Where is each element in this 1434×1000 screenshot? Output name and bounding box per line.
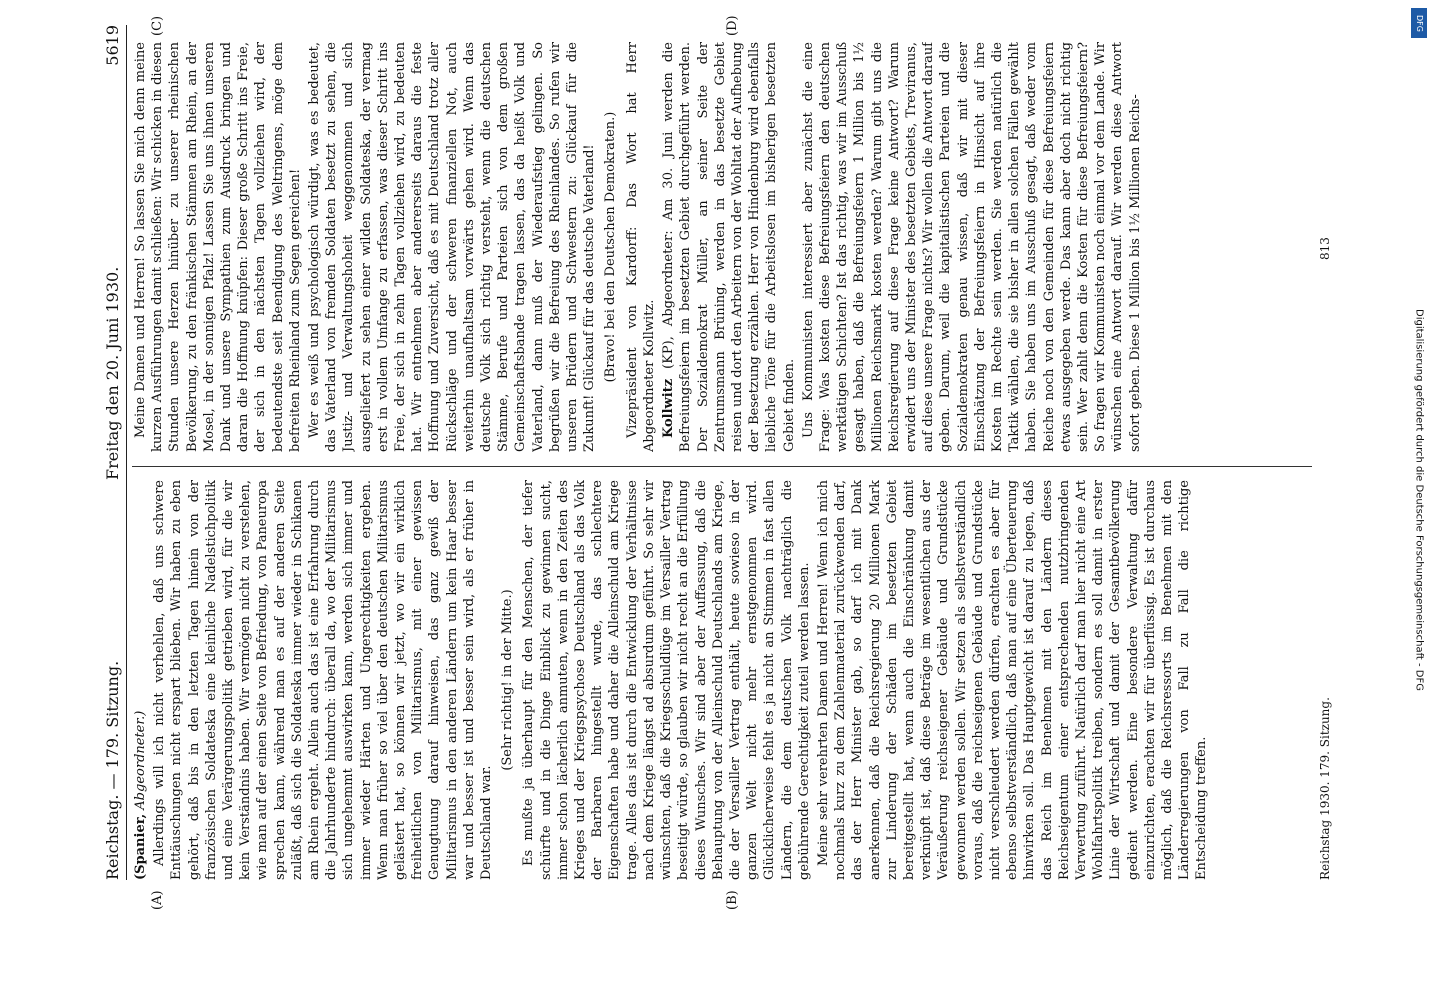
- speaker-name: Kollwitz: [661, 378, 677, 438]
- left-column: [132, 480, 1312, 880]
- paragraph: Meine Damen und Herren! So lassen Sie mich denn meine kurzen Ausführungen damit schließen: Wir schicken in diesen Stunden unsere Herzen hinüber zu unserer rheinischen Bevölkerung, zu den fränkischen Stämmen am Rhein, an der Mosel, in der sonnigen Pfalz! Lassen Sie uns ihnen unseren Dank und unsere Sympathien zum Ausdruck bringen und daran die Hoffnung knüpfen: Dieser große Schritt ins Freie, der sich in den nächsten Tagen vollziehen wird, der bedeutendste seit Beendigung des Weltringens, möge dem befreiten Rheinland zum Segen gereichen!: [133, 42, 303, 452]
- speaker-name: (Spanier,: [133, 813, 148, 880]
- margin-marker-c: (C): [150, 15, 165, 36]
- header-page-number: 5619: [103, 25, 122, 66]
- interjection: (Sehr richtig! in der Mitte.): [500, 589, 516, 771]
- margin-marker-b: (B): [725, 890, 740, 910]
- paragraph: Uns Kommunisten interessiert aber zunächst die eine Frage: Was kosten diese Befreiungsfeiern den deutschen werktätigen Schichten? Ist das richtig, was wir im Ausschuß gesagt haben, daß die Befreiungsfeiern 1 Million bis 1½ Millionen Reichsmark kosten werden? Warum gibt uns die Reichsregierung auf diese Frage keine Antwort? Warum erwidert uns der Minister des besetzten Gebiets, Treviranus, auf diese unsere Frage nichts? Wir wollen die Antwort darauf geben. Darum, weil die kapitalistischen Parteien und die Sozialdemokraten genau wissen, daß wir mit dieser Einschätzung der Befreiungsfeiern in Hinsicht auf ihre Kosten im Rechte sein werden. Sie werden natürlich die Taktik wählen, die sie bisher in allen solchen Fällen gewählt haben. Sie haben uns im Ausschuß gesagt, daß weder vom Reiche noch von den Gemeinden für diese Befreiungsfeiern etwas ausgegeben werde. Das kann aber doch nicht richtig sein. Wer zahlt denn die Kosten für diese Befreiungsfeiern? So fragen wir Kommunisten noch einmal vor dem Lande. Wir wünschen eine Antwort darauf. Wir werden diese Antwort sofort geben. Diese 1 Million bis 1½ Millionen Reichs-: [800, 42, 1143, 452]
- margin-marker-a: (A): [150, 890, 165, 910]
- page-header: [96, 25, 127, 880]
- paragraph: Allerdings will ich nicht verhehlen, daß uns schwere Enttäuschungen nicht erspart blieben. Wir haben zu eben gehört, daß bis in den letzten Tagen hinein von der französischen Soldateska eine kleinliche Nadelstichpolitik und eine Verärgerungspolitik getrieben wird, für die wir kein Verständnis haben. Wir vermögen nicht zu verstehen, wie man auf der einen Seite von Befriedung, von Paneuropa sprechen kann, während man es auf der anderen Seite zuläßt, daß sich die Soldateska immer wieder in Schikanen am Rhein ergeht. Allein auch das ist eine Erfahrung durch die Jahrhunderte hindurch: überall da, wo der Militarismus sich ungehemmt auswirken kann, werden sich immer und immer wieder Härten und Ungerechtigkeiten ergeben. Wenn man früher so viel über den deutschen Militarismus gelästert hat, so können wir jetzt, wo wir ein wirklich freiheitlichen von Militarismus, mit einer gewissen Genugtuung darauf hinweisen, das ganz gewiß der Militarismus in den anderen Ländern um kein Haar besser war und besser ist und besser sein wird, als er früher in Deutschland war.: [152, 480, 495, 880]
- speaker-text: (KP), Abgeordneter: Am 30. Juni werden die Befreiungsfeiern im besetzten Gebiet durchgeführt werden. Der Sozialdemokrat Müller, an seiner Seite der Zentrumsmann Brüning, werden in das besetzte Gebiet reisen und dort den Arbeitern von der Wohltat der Aufhebung der Besetzung erzählen. Herr von Hindenburg wird ebenfalls liebliche Töne für die Arbeitslosen im bisherigen besetzten Gebiet finden.: [661, 42, 797, 452]
- dfg-logo: DFG: [1411, 8, 1427, 38]
- right-column: [132, 42, 1312, 452]
- header-left-title: Reichstag. — 179. Sitzung.: [103, 660, 122, 880]
- margin-marker-d: (D): [725, 15, 740, 36]
- paragraph: Wer es weiß und psychologisch würdigt, was es bedeutet, das Vaterland von fremden Soldaten besetzt zu sehen, die Justiz- und Verwaltungshoheit weggenommen und sich ausgeliefert zu sehen einer wilden Soldateska, der vermag erst in vollem Umfange zu erfassen, was dieser Schritt ins Freie, der sich in zehn Tagen vollziehen wird, zu bedeuten hat. Wir entnehmen aber andererseits daraus die feste Hoffnung und Zuversicht, daß es mit Deutschland trotz aller Rückschläge und der schweren finanziellen Not, auch weiterhin unaufhaltsam vorwärts gehen wird. Wenn das deutsche Volk sich richtig versteht, wenn die deutschen Stämme, Berufe und Parteien sich von dem großen Gemeinschaftsbande tragen lassen, das da heißt Volk und Vaterland, dann muß der Wiederaufstieg gelingen. So begrüßen wir die Befreiung des Rheinlandes. So rufen wir unseren Brüdern und Schwestern zu: Glückauf für die Zukunft! Glückauf für das deutsche Vaterland!: [307, 42, 598, 452]
- interjection: (Bravo! bei den Deutschen Demokraten.): [603, 111, 619, 383]
- paragraph: Vizepräsident von Kardorff: Das Wort hat Herr Abgeordneter Kollwitz.: [624, 42, 657, 452]
- paragraph: Meine sehr verehrten Damen und Herren! Wenn ich mich nochmals kurz zu dem Zahlenmaterial zurückwenden darf, das der Herr Minister gab, so darf ich mit Dank anerkennen, daß die Reichsregierung 20 Millionen Mark zur Linderung der Schäden im besetzten Gebiet bereitgestellt hat, wenn auch die Einschränkung damit verknüpft ist, daß diese Beträge im wesentlichen aus der Veräußerung reichseigener Gebäude und Grundstücke gewonnen werden sollen. Wir setzen als selbstverständlich voraus, daß die reichseigenen Gebäude und Grundstücke nicht verschleudert werden dürfen, erachten es aber für ebenso selbstverständlich, daß man auf eine Überteuerung hinwirken soll. Das Hauptgewicht ist darauf zu legen, daß das Reich im Benehmen mit den Ländern dieses Reichseigentum einer entsprechenden nutzbringenden Verwertung zuführt. Natürlich darf man hier nicht eine Art Wohlfahrtspolitik treiben, sondern es soll damit in erster Linie der Wirtschaft und damit der Gesamtbevölkerung gedient werden. Eine besondere Verwaltung dafür einzurichten, erachten wir für überflüssig. Es ist durchaus möglich, daß die Reichsressorts im Benehmen mit den Länderregierungen von Fall zu Fall die richtige Entscheidung treffen.: [815, 480, 1210, 880]
- header-date: Freitag den 20. Juni 1930.: [103, 266, 122, 480]
- digitization-sidebar: [1408, 0, 1430, 1000]
- paragraph: Es mußte ja überhaupt für den Menschen, der tiefer schürfte und in die Dinge Einblick zu gewinnen sucht, immer schon lächerlich anmuten, wenn in den Zeiten des Krieges und der Kriegspsychose Deutschland als das Volk der Barbaren hingestellt wurde, das schlechtere Eigenschaften habe und daher die Alleinschuld am Kriege trage. Alles das ist durch die Entwicklung der Verhältnisse nach dem Kriege längst ad absurdum geführt. So sehr wir wünschten, daß die Kriegsschuldlüge im Versailler Vertrag beseitigt würde, so glauben wir nicht recht an die Erfüllung dieses Wunsches. Wir sind aber der Auffassung, daß die Behauptung von der Alleinschuld Deutschlands am Kriege, die der Versailler Vertrag enthält, heute sowieso in der ganzen Welt nicht mehr ernstgenommen wird. Glücklicherweise fehlt es ja nicht an Stimmen in fast allen Ländern, die dem deutschen Volk nachträglich die gebührende Gerechtigkeit zuteil werden lassen.: [521, 480, 812, 880]
- digitization-credit: Digitalisierung gefördert durch die Deutsche Forschungsgemeinschaft - DFG: [1413, 308, 1425, 692]
- footer-left: Reichstag 1930. 179. Sitzung.: [1318, 697, 1332, 880]
- speaker-line: [132, 480, 149, 880]
- footer-sheet-number: 813: [1318, 237, 1332, 260]
- speaker-role: Abgeordneter.): [133, 710, 148, 810]
- column-divider: [132, 466, 1312, 467]
- speaker-paragraph: [660, 42, 798, 452]
